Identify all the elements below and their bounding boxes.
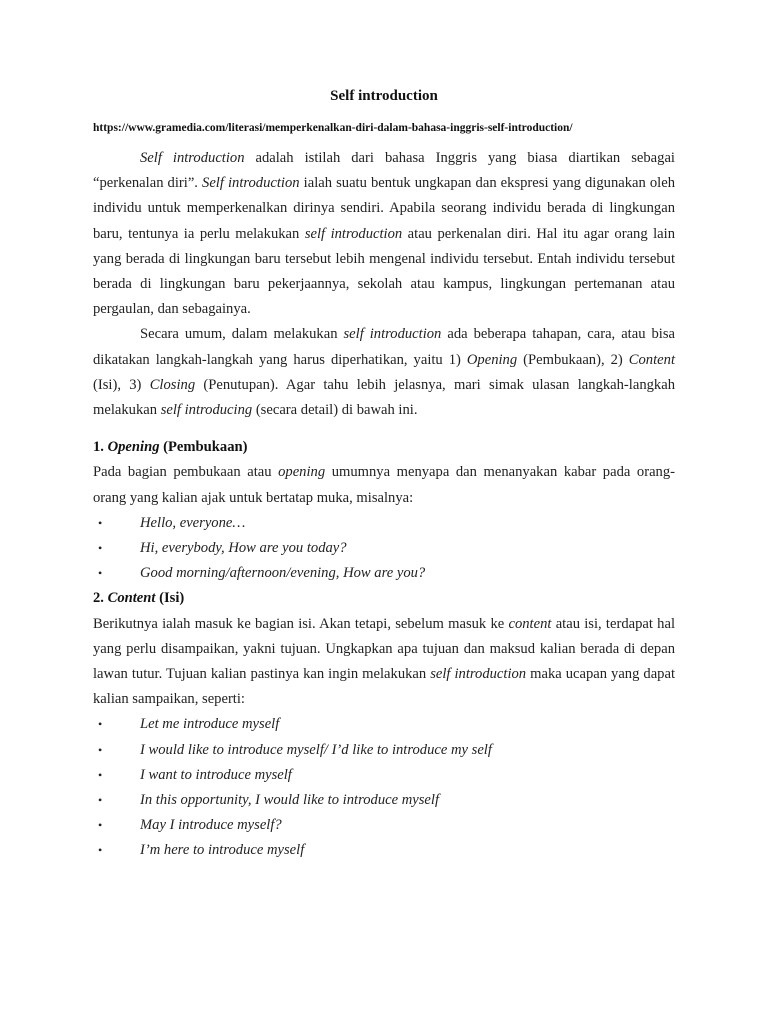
term-self-introduction: self introduction [304, 225, 403, 242]
content-examples-list [93, 712, 675, 863]
steps-text-5: (Penutupan). Agar tahu lebih jelasnya, mari simak ulasan langkah-langkah melakukan [93, 376, 675, 419]
term-closing: Closing [149, 376, 196, 393]
section-term: Content [107, 590, 156, 607]
list-item [93, 712, 675, 737]
list-item [93, 813, 675, 838]
intro-text-3: atau perkenalan diri. Hal itu agar orang lain yang berada di lingkungan baru tersebut lebih mengenal individu tersebut. Entah individu tersebut berada di lingkungan baru pekerjaannya, sekolah atau kampus, lingkungan pertemanan atau pergaulan, dan sebagainya. [93, 225, 676, 318]
steps-paragraph [93, 322, 675, 423]
section-subtitle: (Pembukaan) [159, 439, 248, 456]
section-number: 1. [93, 439, 108, 456]
list-item-text: Hello, everyone… [140, 514, 246, 531]
term-self-introduction: self introduction [343, 326, 442, 343]
list-item [93, 511, 675, 536]
section-number: 2. [93, 590, 108, 607]
term-self-introduction: Self introduction [140, 150, 245, 166]
content-text-3: maka ucapan yang dapat kalian sampaikan, seperti: [93, 666, 676, 708]
section-heading-opening [93, 435, 675, 460]
intro-text-2: ialah suatu bentuk ungkapan dan ekspresi yang digunakan oleh individu untuk memperkenalkan dirinya sendiri. Apabila seorang individu berada di lingkungan baru, tentunya ia perlu melakukan [93, 175, 675, 242]
list-item [93, 838, 675, 863]
intro-paragraph [93, 146, 675, 322]
steps-text-3: (Pembukaan), 2) [517, 351, 629, 368]
list-item [93, 536, 675, 561]
list-item-text: In this opportunity, I would like to introduce myself [140, 792, 440, 809]
term-self-introduction: Self introduction [202, 175, 300, 192]
intro-text-1: adalah istilah dari bahasa Inggris yang biasa diartikan sebagai “perkenalan diri”. [93, 150, 675, 192]
steps-text-1: Secara umum, dalam melakukan [140, 326, 344, 343]
bullet-icon: • [98, 566, 103, 581]
term-opening: Opening [466, 351, 518, 368]
term-content: Content [628, 351, 675, 368]
list-item [93, 738, 675, 763]
bullet-icon: • [98, 742, 103, 757]
term-content: content [508, 615, 552, 632]
bullet-icon: • [98, 515, 103, 530]
bullet-icon: • [98, 793, 103, 808]
list-item-text: Hi, everybody, How are you today? [140, 540, 347, 557]
bullet-icon: • [98, 717, 103, 732]
list-item-text: I would like to introduce myself/ I’d like to introduce my self [140, 741, 492, 758]
list-item-text: I’m here to introduce myself [140, 842, 305, 859]
steps-text-6: (secara detail) di bawah ini. [252, 402, 418, 419]
page-title: Self introduction [330, 88, 438, 104]
bullet-icon: • [98, 767, 103, 782]
term-opening: opening [278, 464, 326, 481]
list-item [93, 788, 675, 813]
section-subtitle: (Isi) [155, 590, 185, 607]
list-item-text: I want to introduce myself [140, 766, 292, 783]
list-item [93, 763, 675, 788]
list-item-text: Let me introduce myself [140, 716, 280, 733]
opening-paragraph [93, 460, 675, 510]
list-item [93, 561, 675, 586]
content-text-2: atau isi, terdapat hal yang perlu disampaikan, yakni tujuan. Ungkapkan apa tujuan dan maksud kalian berada di depan lawan tutur. Tujuan kalian pastinya kan ingin melakukan [93, 615, 675, 683]
steps-text-2: ada beberapa tahapan, cara, atau bisa dikatakan langkah-langkah yang harus diperhatikan, yaitu 1) [93, 326, 675, 368]
section-heading-content [93, 586, 675, 611]
opening-examples-list [93, 511, 675, 587]
content-paragraph [93, 612, 675, 713]
steps-text-4: (Isi), 3) [93, 376, 150, 393]
section-term: Opening [107, 439, 160, 456]
bullet-icon: • [98, 843, 103, 858]
list-item-text: Good morning/afternoon/evening, How are you? [140, 565, 426, 582]
opening-text-2: umumnya menyapa dan menanyakan kabar pada orang-orang yang kalian ajak untuk bertatap muka, misalnya: [93, 464, 675, 506]
term-self-introduction: self introduction [430, 666, 527, 683]
content-text-1: Berikutnya ialah masuk ke bagian isi. Akan tetapi, sebelum masuk ke [93, 615, 509, 632]
source-url: https://www.gramedia.com/literasi/memperkenalkan-diri-dalam-bahasa-inggris-self-introduction/ [93, 122, 573, 134]
bullet-icon: • [98, 818, 103, 833]
opening-text-1: Pada bagian pembukaan atau [93, 464, 279, 481]
bullet-icon: • [98, 541, 103, 556]
list-item-text: May I introduce myself? [140, 817, 282, 834]
term-self-introducing: self introducing [160, 402, 253, 419]
